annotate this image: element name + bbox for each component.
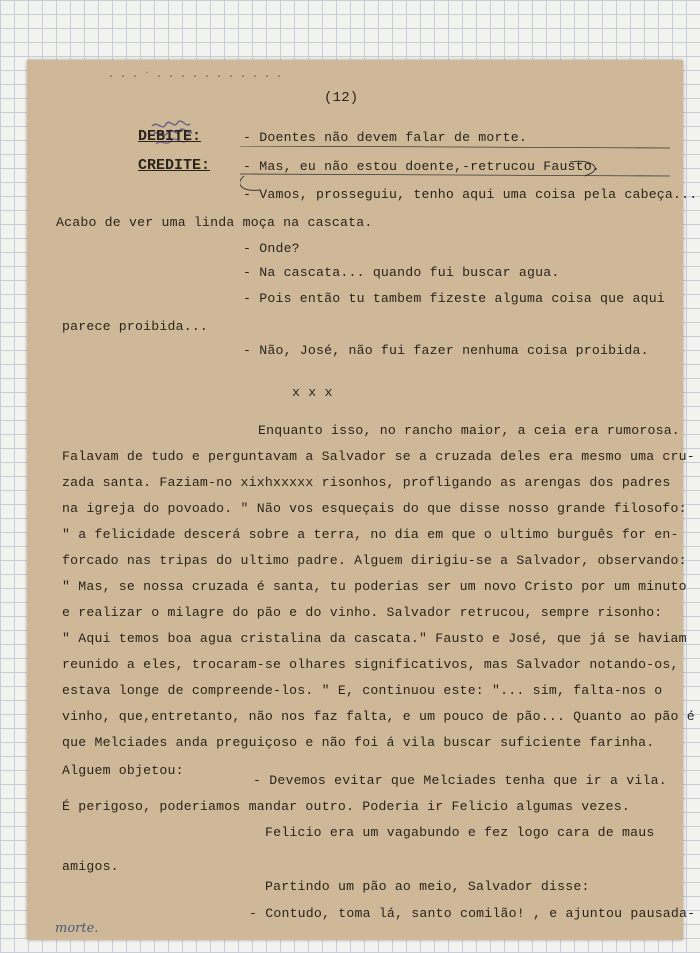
text-line: - Onde? xyxy=(243,241,300,256)
text-line: - Vamos, prosseguiu, tenho aqui uma coisa pela cabeça... xyxy=(243,187,698,202)
text-line: na igreja do povoado. " Não vos esqueçais do que disse nosso grande filosofo: xyxy=(62,501,687,516)
text-line: Falavam de tudo e perguntavam a Salvador se a cruzada deles era mesmo uma cru- xyxy=(62,449,695,464)
text-line: Alguem objetou: xyxy=(62,763,184,778)
text-line: - Não, José, não fui fazer nenhuma coisa proibida. xyxy=(243,343,649,358)
text-line: Acabo de ver uma linda moça na cascata. xyxy=(56,215,373,230)
text-line: parece proibida... xyxy=(62,319,209,334)
text-line: " Aqui temos boa agua cristalina da cascata." Fausto e José, que já se haviam xyxy=(62,631,687,646)
text-line: - Pois então tu tambem fizeste alguma coisa que aqui xyxy=(243,291,665,306)
text-line: vinho, que,entretanto, não nos faz falta, e um pouco de pão... Quanto ao pão é xyxy=(62,709,695,724)
text-line: Partindo um pão ao meio, Salvador disse: xyxy=(265,879,590,894)
text-line: " a felicidade descerá sobre a terra, no dia em que o ultimo burguês for en- xyxy=(62,527,679,542)
text-line: reunido a eles, trocaram-se olhares significativos, mas Salvador notando-os, xyxy=(62,657,679,672)
text-line: que Melciades anda preguiçoso e não foi á vila buscar suficiente farinha. xyxy=(62,735,655,750)
text-line: - Na cascata... quando fui buscar agua. xyxy=(243,265,560,280)
page-number: (12) xyxy=(324,90,359,106)
section-separator: x x x xyxy=(292,385,333,400)
text-line: É perigoso, poderiamos mandar outro. Poderia ir Felicio algumas vezes. xyxy=(62,799,630,814)
text-line: forcado nas tripas do ultimo padre. Alguem dirigiu-se a Salvador, observando: xyxy=(62,553,687,568)
handwritten-margin-note: morte. xyxy=(55,921,99,936)
text-line: zada santa. Faziam-no xixhxxxxx risonhos, profligando as arengas dos padres xyxy=(62,475,671,490)
text-line: - Contudo, toma lá, santo comilão! , e ajuntou pausada- xyxy=(249,906,696,921)
text-line: amigos. xyxy=(62,859,119,874)
text-line: Felicio era um vagabundo e fez logo cara de maus xyxy=(265,825,655,840)
text-line: - Mas, eu não estou doente,-retrucou Fausto. xyxy=(243,159,601,174)
text-line: estava longe de compreende-los. " E, continuou este: "... sim, falta-nos o xyxy=(62,683,663,698)
text-line: " Mas, se nossa cruzada é santa, tu poderias ser um novo Cristo por um minuto xyxy=(62,579,687,594)
margin-dots-decoration: · · · ´ · · · · · · · · · · · xyxy=(108,72,283,83)
ledger-credit-label: CREDITE: xyxy=(138,157,211,174)
ledger-debit-label: DEBITE: xyxy=(138,128,202,145)
text-line: Enquanto isso, no rancho maior, a ceia era rumorosa. xyxy=(258,423,680,438)
text-line: - Doentes não devem falar de morte. xyxy=(243,130,527,145)
text-line: - Devemos evitar que Melciades tenha que ir a vila. xyxy=(253,773,667,788)
text-line: e realizar o milagre do pão e do vinho. Salvador retrucou, sempre risonho: xyxy=(62,605,663,620)
